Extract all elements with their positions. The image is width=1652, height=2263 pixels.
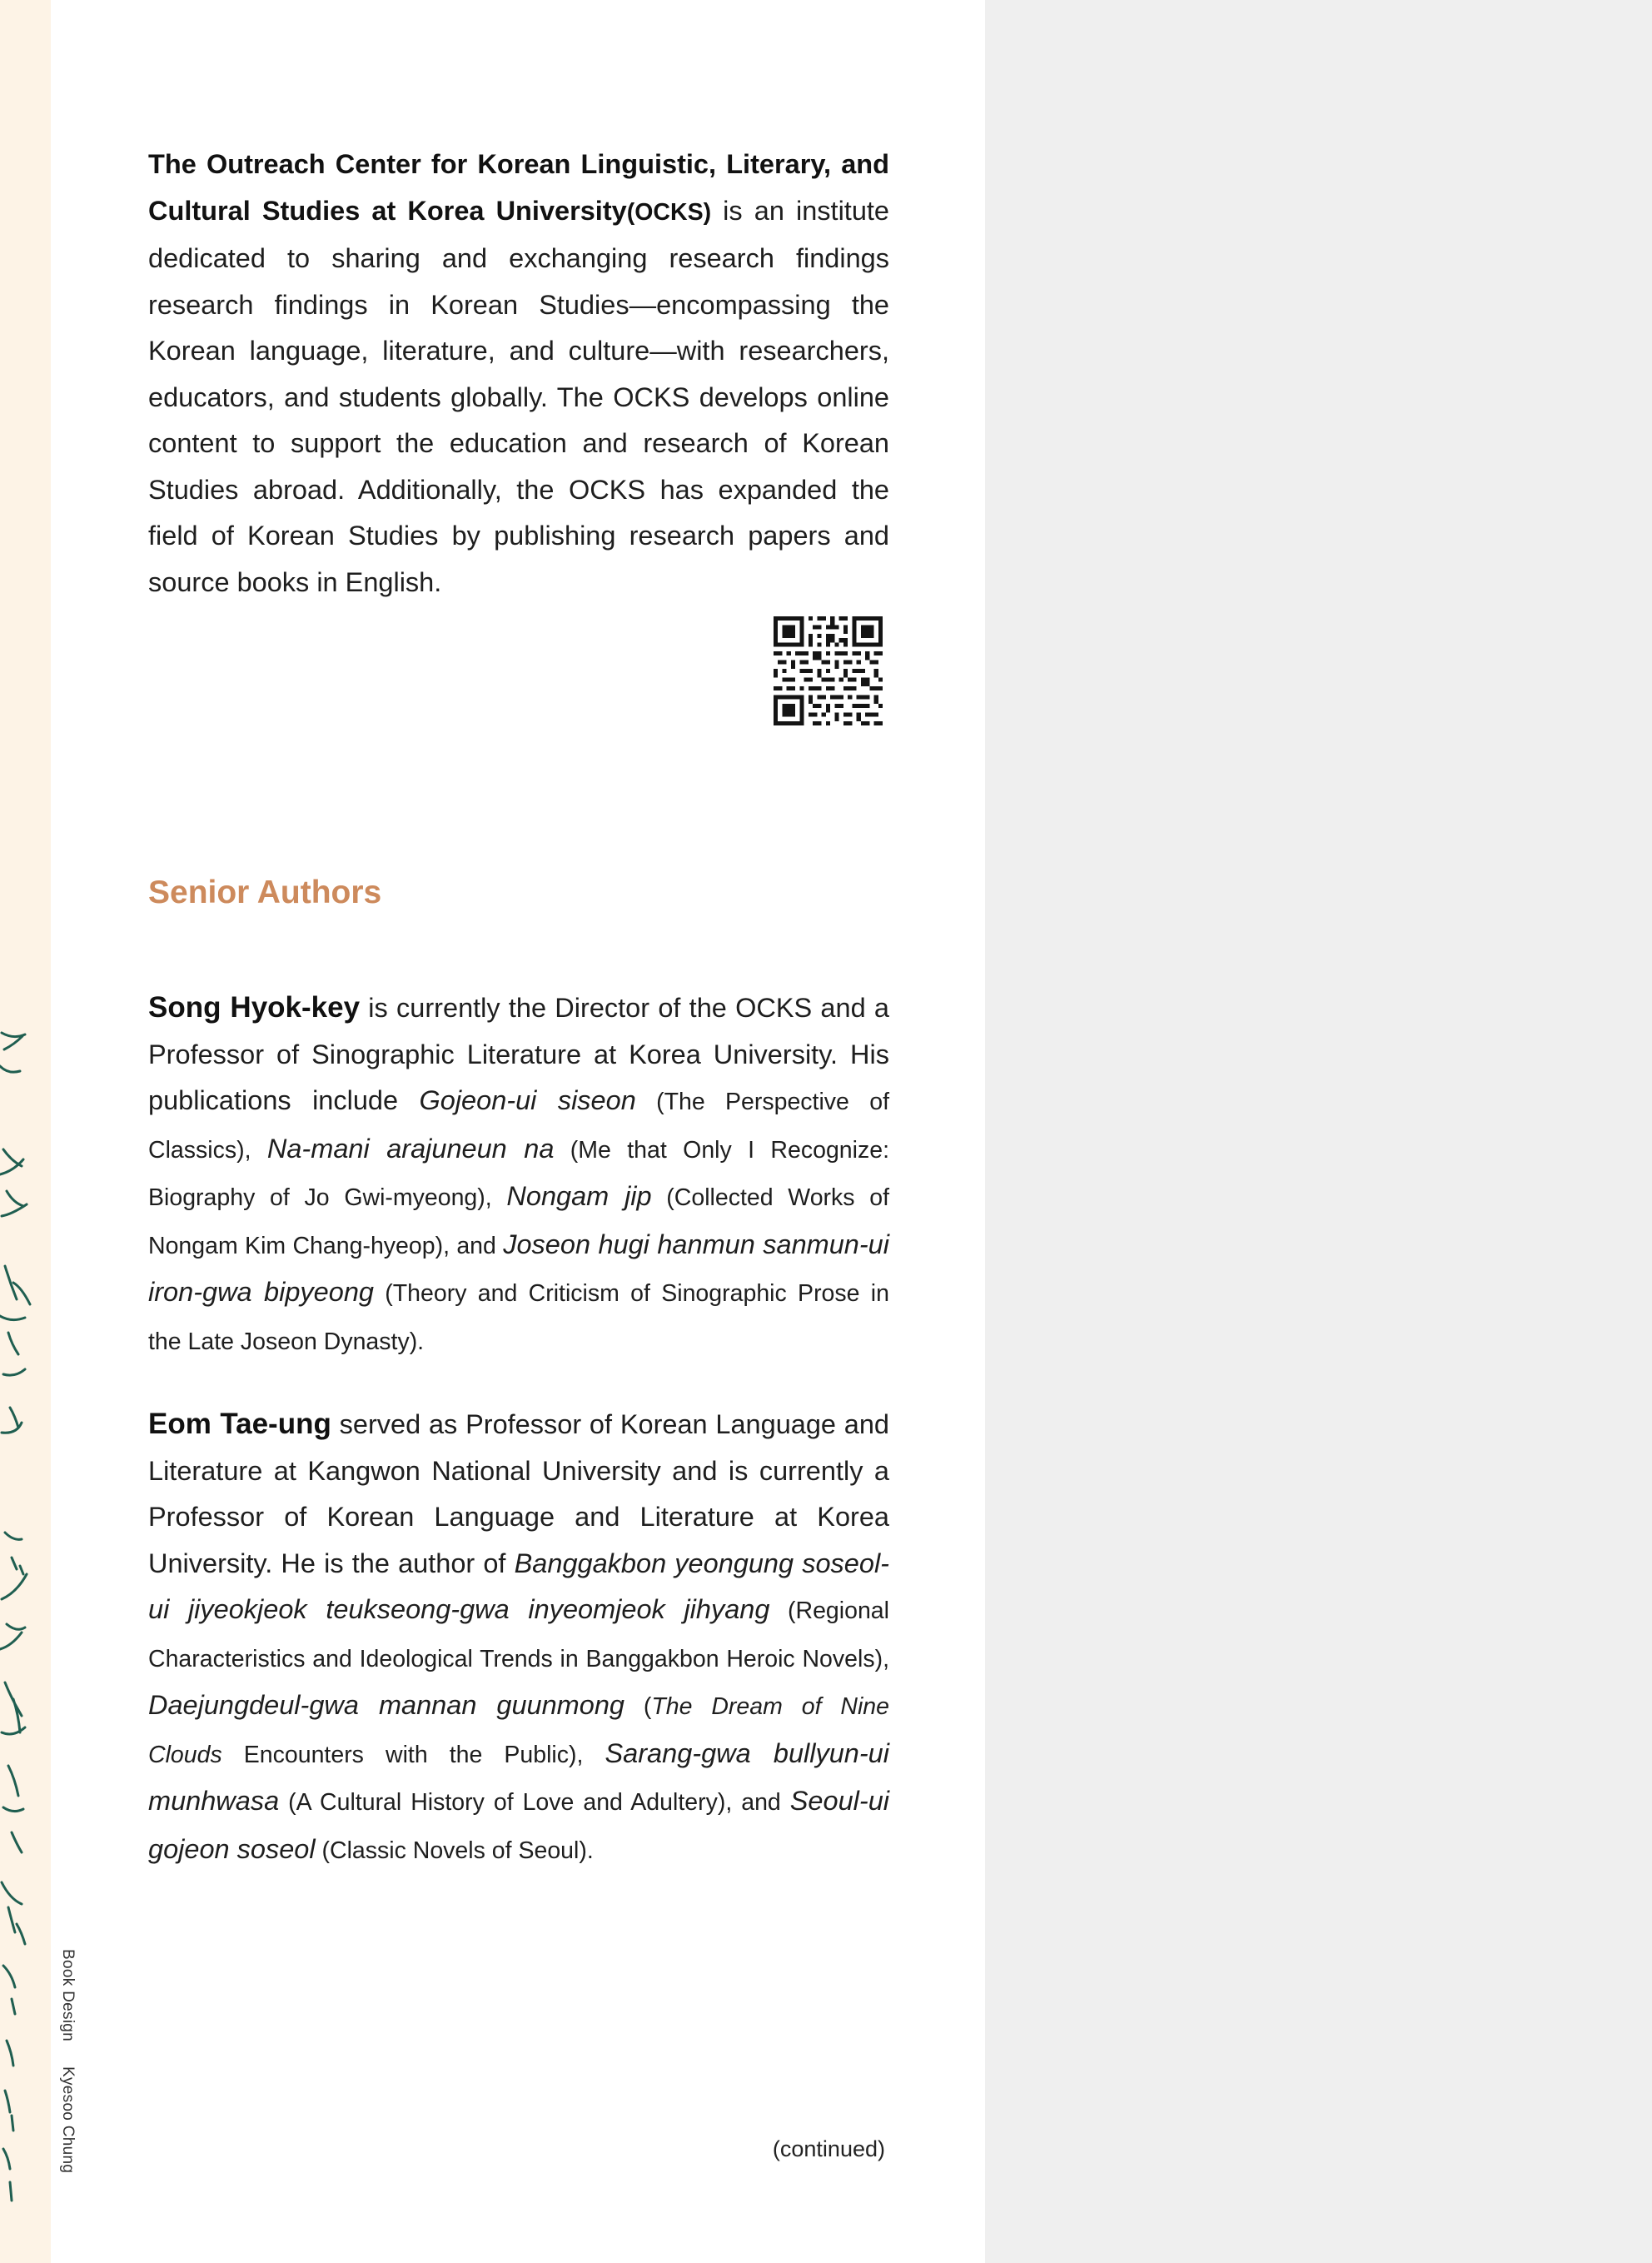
work-title: Sarang-gwa bullyun-ui munhwasa — [148, 1737, 889, 1816]
institute-description — [148, 142, 889, 606]
blank-gray-area — [985, 0, 1652, 2263]
author-bio-eom-tae-ung — [148, 1401, 889, 1874]
continued-label: (continued) — [772, 2136, 885, 2161]
work-translation: (A Cultural History of Love and Adultery), and — [279, 1789, 790, 1816]
book-cover-page — [51, 0, 985, 2263]
work-translation: (Theory and Criticism of Sinographic Prose in the Late Joseon Dynasty). — [148, 1280, 889, 1355]
work-translation: (Classic Novels of Seoul). — [315, 1837, 594, 1864]
author-name: Song Hyok-key — [148, 991, 361, 1024]
work-title: The Dream of Nine Clouds — [148, 1693, 889, 1768]
work-translation: Encounters with the Public), — [221, 1741, 605, 1768]
institute-description-text: is an institute dedicated to sharing and exchanging research findings research findings in Korean Studies—encompassing the Korean language, literature, and culture—with researchers, educators, and students globally. The OCKS develops online content to support the education and research of Korean Studies abroad. Additionally, the OCKS has expanded the field of Korean Studies by publishing research papers and source books in English. — [148, 195, 890, 597]
institute-abbreviation: (OCKS) — [626, 198, 712, 226]
work-translation: (The Perspective of Classics), — [148, 1089, 889, 1164]
author-bio-text: served as Professor of Korean Language and Literature at Kangwon National University and is currently a Professor of Korean Language and Literature at Korea University. He is the author of — [148, 1409, 890, 1578]
work-title: Seoul-ui gojeon soseol — [148, 1786, 889, 1864]
work-title: Banggakbon yeongung soseol-ui jiyeokjeok teukseong-gwa inyeomjeok jihyang — [148, 1548, 889, 1624]
work-translation: ( — [624, 1693, 652, 1720]
book-design-credit — [58, 1949, 77, 2173]
author-name: Eom Tae-ung — [148, 1408, 331, 1440]
credit-name: Kyesoo Chung — [59, 2066, 77, 2173]
section-heading: Senior Authors — [148, 875, 382, 910]
work-title: Nongam jip — [506, 1181, 652, 1211]
work-title: Daejungdeul-gwa mannan guunmong — [148, 1690, 624, 1720]
work-translation: (Me that Only I Recognize: Biography of Jo Gwi-myeong), — [148, 1136, 890, 1211]
qr-code-icon — [774, 616, 883, 725]
author-bio-song-hyok-key — [148, 984, 889, 1365]
credit-label: Book Design — [59, 1949, 77, 2042]
spine-strip — [0, 0, 51, 2263]
institute-name: The Outreach Center for Korean Linguistic, Literary, and Cultural Studies at Korea University — [148, 149, 889, 226]
work-title: Joseon hugi hanmun sanmun-ui iron-gwa bipyeong — [148, 1229, 889, 1307]
work-title: Gojeon-ui siseon — [419, 1085, 636, 1115]
work-translation: (Regional Characteristics and Ideological Trends in Banggakbon Heroic Novels), — [148, 1598, 889, 1672]
work-translation: (Collected Works of Nongam Kim Chang-hyeop), and — [148, 1184, 890, 1259]
author-bio-text: is currently the Director of the OCKS and a Professor of Sinographic Literature at Korea University. His publications include — [148, 993, 889, 1115]
botanical-illustration-icon — [0, 1016, 51, 2232]
work-title: Na-mani arajuneun na — [266, 1133, 555, 1164]
